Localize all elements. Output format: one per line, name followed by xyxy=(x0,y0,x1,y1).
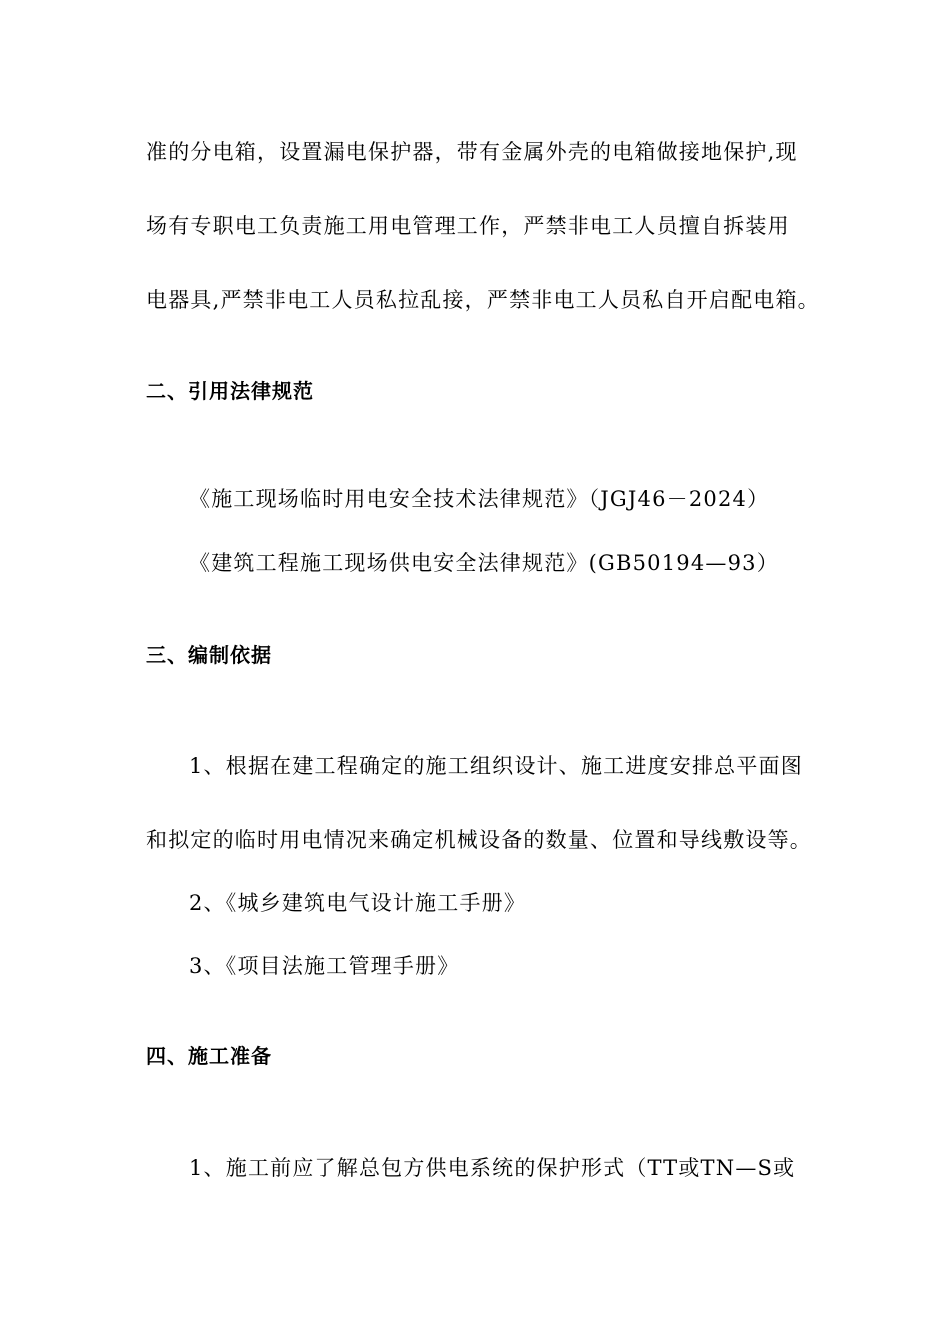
reference-item-jgj46: 《施工现场临时用电安全技术法律规范》（JGJ46－2024） xyxy=(189,487,770,511)
intro-paragraph-line-1: 准的分电箱，设置漏电保护器，带有金属外壳的电箱做接地保护,现 xyxy=(146,140,798,164)
basis-item-1-line-1: 1、根据在建工程确定的施工组织设计、施工进度安排总平面图 xyxy=(189,754,803,778)
preparation-item-1-line-1: 1、施工前应了解总包方供电系统的保护形式（TT或TN—S或 xyxy=(189,1156,796,1180)
basis-item-3: 3、《项目法施工管理手册》 xyxy=(189,954,460,978)
basis-item-1-line-2: 和拟定的临时用电情况来确定机械设备的数量、位置和导线敷设等。 xyxy=(146,828,812,852)
intro-paragraph-line-3: 电器具,严禁非电工人员私拉乱接，严禁非电工人员私自开启配电箱。 xyxy=(146,288,820,312)
reference-item-gb50194: 《建筑工程施工现场供电安全法律规范》(GB50194—93） xyxy=(189,551,779,575)
basis-item-2: 2、《城乡建筑电气设计施工手册》 xyxy=(189,891,527,915)
section-heading-basis: 三、编制依据 xyxy=(146,643,272,667)
section-heading-preparation: 四、施工准备 xyxy=(146,1044,272,1068)
section-heading-references: 二、引用法律规范 xyxy=(146,379,314,403)
intro-paragraph-line-2: 场有专职电工负责施工用电管理工作，严禁非电工人员擅自拆装用 xyxy=(146,214,790,238)
